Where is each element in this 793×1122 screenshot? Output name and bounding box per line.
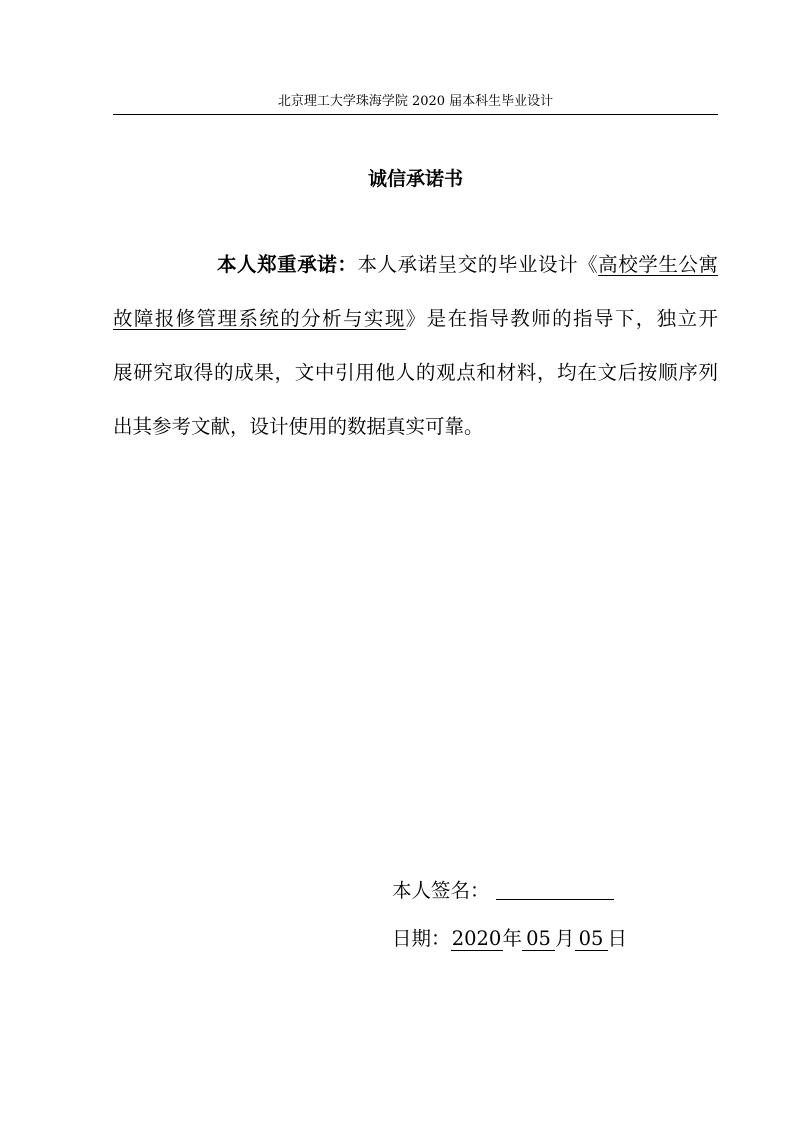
page-header-text: 北京理工大学珠海学院 2020 届本科生毕业设计	[277, 94, 554, 109]
statement-lead: 本人郑重承诺：	[217, 253, 358, 276]
date-year-unit: 年	[502, 927, 523, 950]
statement-line	[113, 238, 718, 292]
statement-text: 本人承诺呈交的毕业设计《	[357, 253, 599, 276]
signature-row	[392, 879, 712, 903]
page-title: 诚信承诺书	[367, 168, 463, 190]
statement-line: 出其参考文献，设计使用的数据真实可靠。	[113, 415, 484, 438]
signature-block	[392, 879, 712, 951]
statement-line: 展研究取得的成果，文中引用他人的观点和材料，均在文后按顺序列	[113, 361, 718, 384]
date-year-field[interactable]: 2020	[451, 927, 502, 950]
signature-label: 本人签名：	[392, 879, 490, 902]
date-day-field[interactable]: 05	[575, 928, 608, 951]
date-month-field[interactable]: 05	[522, 928, 555, 951]
header-rule	[113, 114, 718, 115]
thesis-title-part1: 高校学生公寓	[598, 253, 718, 276]
page-header	[113, 94, 718, 110]
statement-text: 》是在指导教师的指导下，独立开	[405, 307, 718, 330]
date-label: 日期：	[392, 927, 451, 950]
integrity-statement	[113, 238, 718, 454]
statement-line	[113, 292, 718, 346]
signature-field[interactable]	[496, 879, 614, 900]
thesis-title-part2: 故障报修管理系统的分析与实现	[113, 307, 406, 330]
date-day-unit: 日	[607, 927, 628, 950]
date-month-unit: 月	[555, 927, 575, 950]
date-row	[392, 927, 712, 951]
